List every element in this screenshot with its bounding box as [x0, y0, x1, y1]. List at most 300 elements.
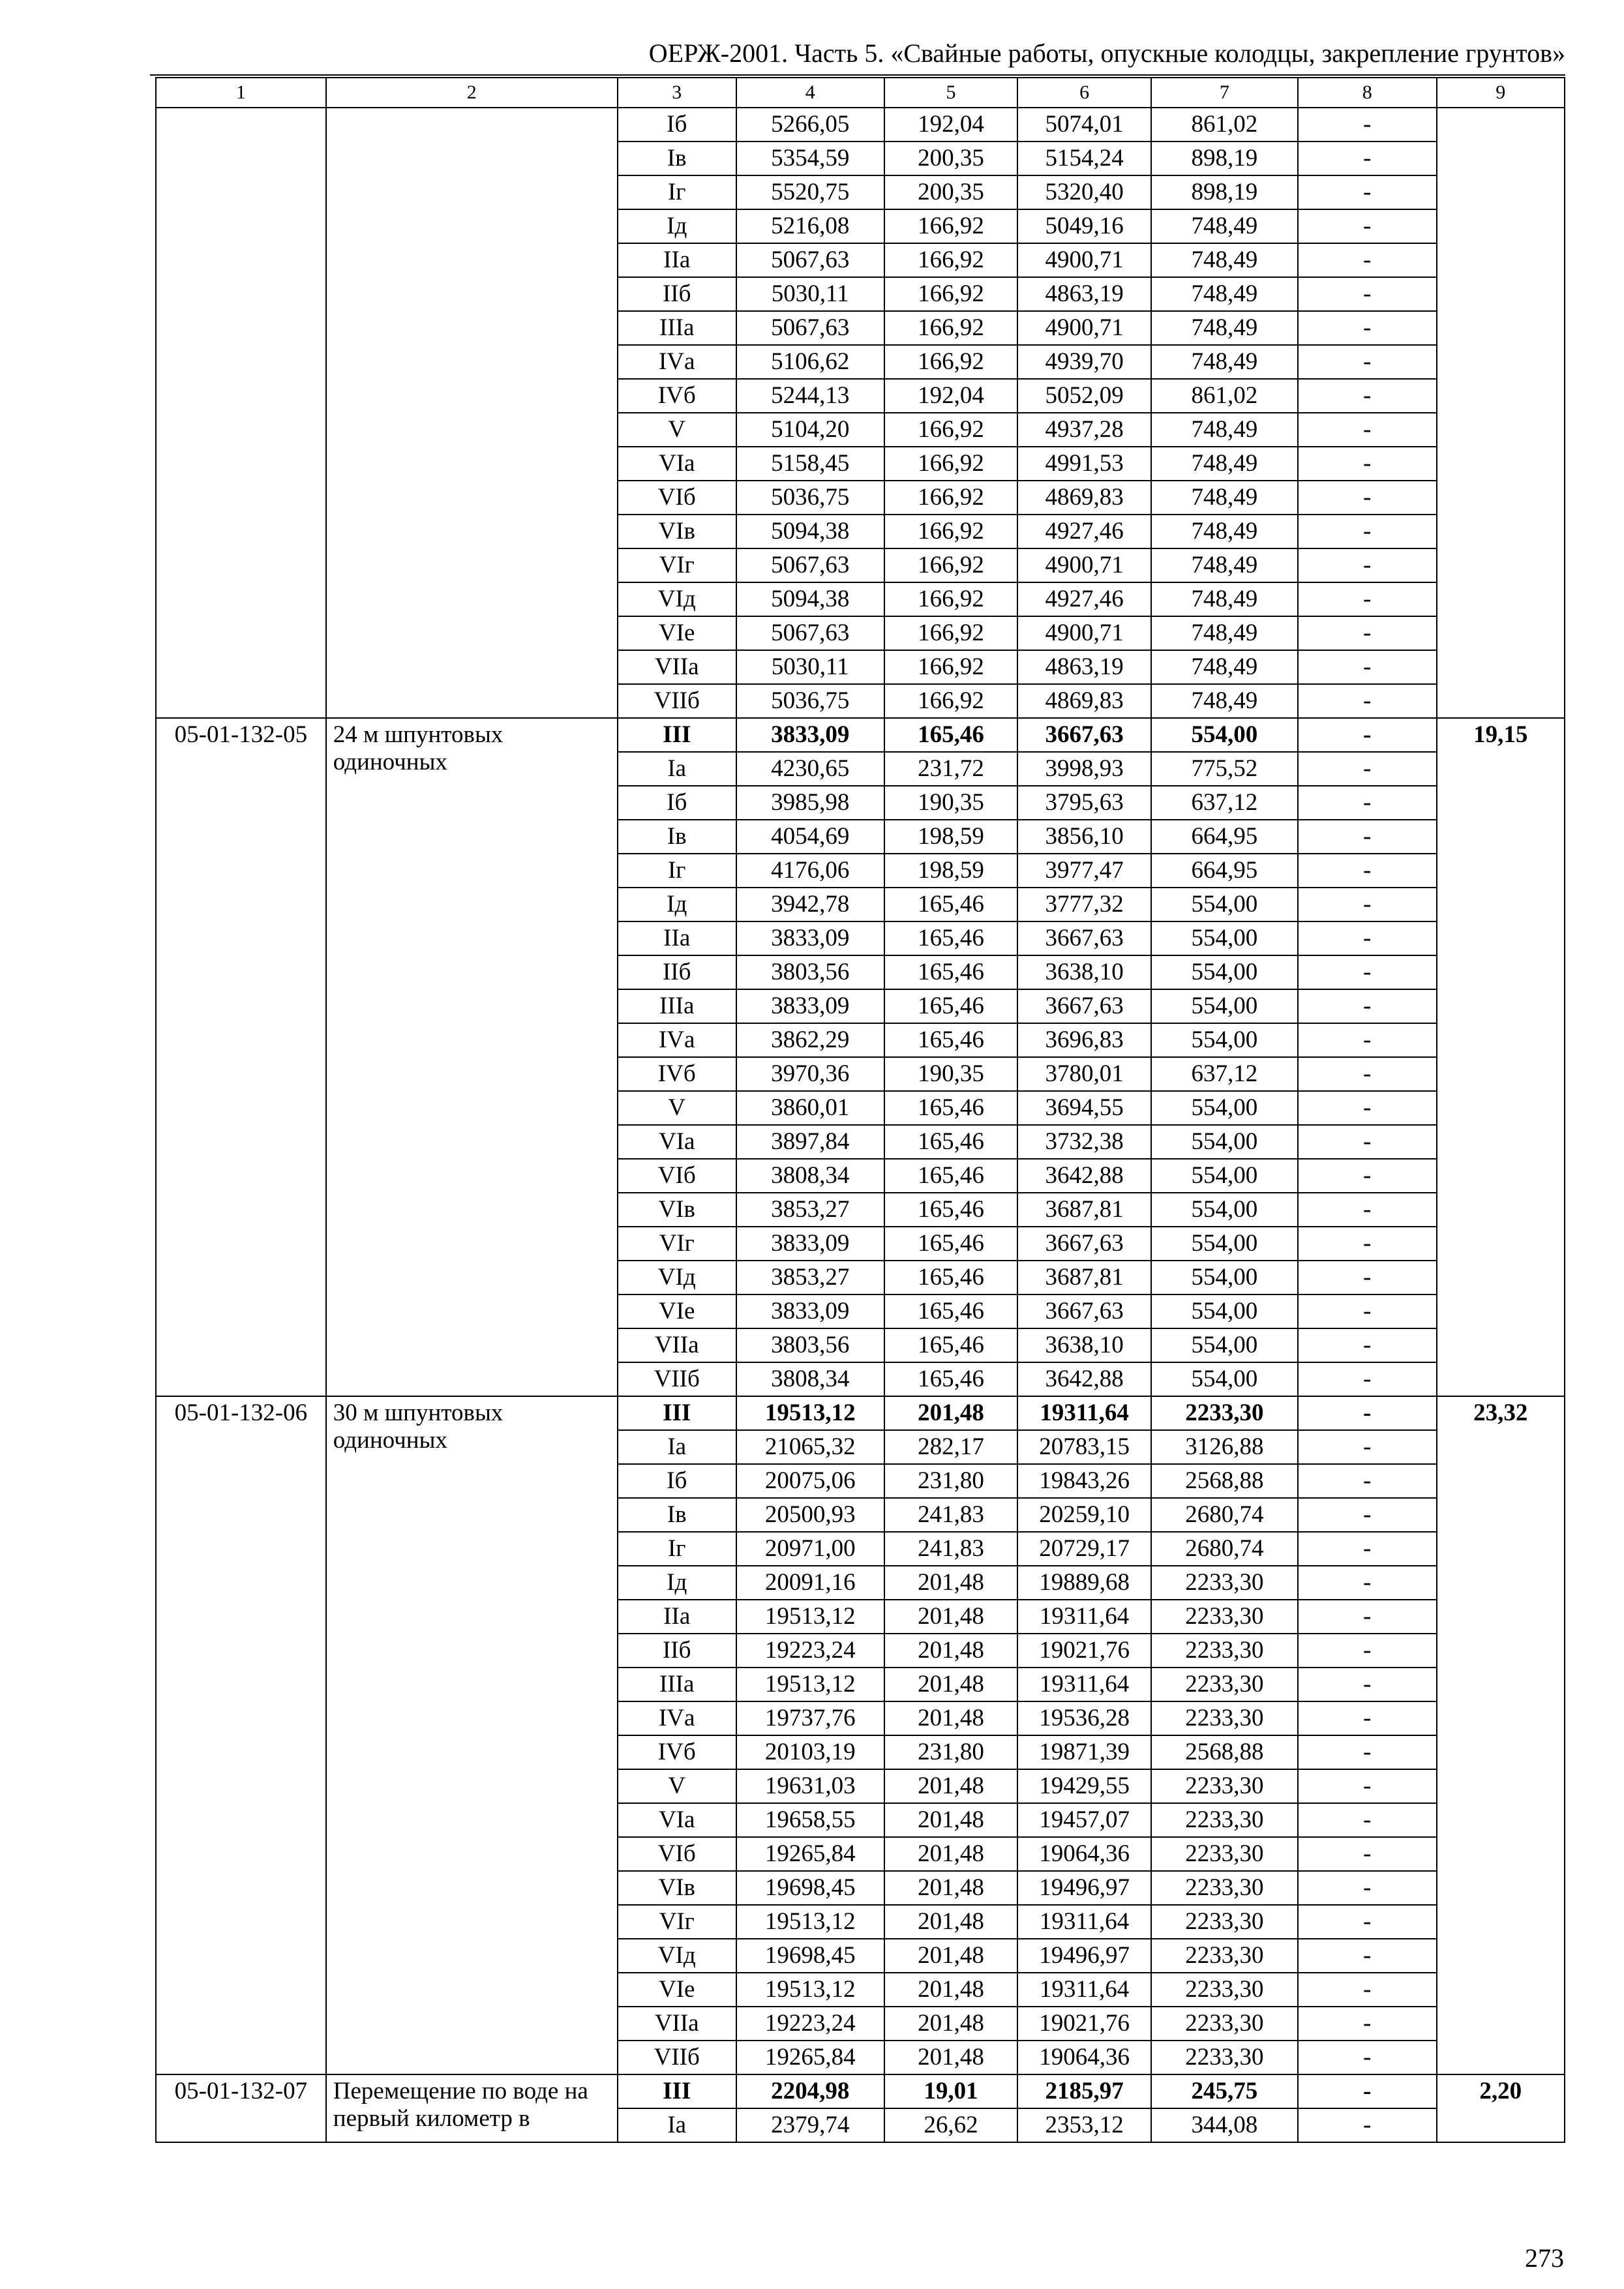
zone-code-cell: VIд [618, 1261, 736, 1294]
operator-wages-cell: 2233,30 [1151, 1973, 1298, 2007]
labor-wages-cell: 241,83 [884, 1532, 1018, 1566]
rates-table-body [156, 78, 1565, 2142]
materials-cell: - [1298, 515, 1437, 548]
direct-costs-cell: 5216,08 [736, 209, 884, 243]
machine-costs-cell: 4939,70 [1017, 345, 1151, 379]
table-row [156, 718, 1565, 752]
zone-code-cell: VIе [618, 616, 736, 650]
labor-wages-cell: 201,48 [884, 1905, 1018, 1939]
materials-cell: - [1298, 379, 1437, 413]
operator-wages-cell: 748,49 [1151, 447, 1298, 481]
labor-wages-cell: 165,46 [884, 1294, 1018, 1328]
zone-code-cell: IIа [618, 921, 736, 955]
materials-cell: - [1298, 345, 1437, 379]
operator-wages-cell: 2233,30 [1151, 1803, 1298, 1837]
materials-cell: - [1298, 752, 1437, 786]
machine-costs-cell: 3638,10 [1017, 955, 1151, 989]
operator-wages-cell: 554,00 [1151, 1328, 1298, 1362]
labor-wages-cell: 166,92 [884, 582, 1018, 616]
machine-costs-cell: 3777,32 [1017, 888, 1151, 921]
labor-wages-cell: 200,35 [884, 175, 1018, 209]
direct-costs-cell: 3833,09 [736, 1227, 884, 1261]
zone-code-cell: IVб [618, 379, 736, 413]
materials-cell: - [1298, 1023, 1437, 1057]
zone-code-cell: V [618, 1769, 736, 1803]
machine-costs-cell: 4937,28 [1017, 413, 1151, 447]
direct-costs-cell: 19223,24 [736, 1634, 884, 1668]
operator-wages-cell: 898,19 [1151, 175, 1298, 209]
materials-cell: - [1298, 243, 1437, 277]
zone-code-cell: VIIа [618, 2007, 736, 2041]
rate-code-cell: 05-01-132-07 [156, 2074, 326, 2142]
materials-cell: - [1298, 1973, 1437, 2007]
zone-code-cell: Iб [618, 1464, 736, 1498]
direct-costs-cell: 19513,12 [736, 1396, 884, 1430]
zone-code-cell: IVб [618, 1735, 736, 1769]
materials-cell: - [1298, 854, 1437, 888]
operator-wages-cell: 2233,30 [1151, 1396, 1298, 1430]
direct-costs-cell: 5244,13 [736, 379, 884, 413]
machine-costs-cell: 5320,40 [1017, 175, 1151, 209]
machine-costs-cell: 19311,64 [1017, 1668, 1151, 1701]
labor-wages-cell: 282,17 [884, 1430, 1018, 1464]
labor-wages-cell: 166,92 [884, 243, 1018, 277]
machine-costs-cell: 19496,97 [1017, 1871, 1151, 1905]
machine-costs-cell: 3780,01 [1017, 1057, 1151, 1091]
machine-costs-cell: 3667,63 [1017, 718, 1151, 752]
zone-code-cell: VIг [618, 1227, 736, 1261]
machine-costs-cell: 19311,64 [1017, 1973, 1151, 2007]
materials-cell: - [1298, 1668, 1437, 1701]
operator-wages-cell: 775,52 [1151, 752, 1298, 786]
machine-costs-cell: 3642,88 [1017, 1159, 1151, 1193]
operator-wages-cell: 898,19 [1151, 142, 1298, 175]
machine-costs-cell: 4927,46 [1017, 582, 1151, 616]
machine-costs-cell: 20729,17 [1017, 1532, 1151, 1566]
labor-wages-cell: 165,46 [884, 1159, 1018, 1193]
column-number: 3 [618, 78, 736, 108]
operator-wages-cell: 245,75 [1151, 2074, 1298, 2108]
zone-code-cell: IIIа [618, 311, 736, 345]
materials-cell: - [1298, 2041, 1437, 2074]
direct-costs-cell: 3853,27 [736, 1193, 884, 1227]
machine-costs-cell: 4900,71 [1017, 243, 1151, 277]
direct-costs-cell: 3833,09 [736, 921, 884, 955]
direct-costs-cell: 3833,09 [736, 989, 884, 1023]
zone-code-cell: VIIб [618, 684, 736, 718]
zone-code-cell: III [618, 2074, 736, 2108]
rate-description-line: 30 м шпунтовых [333, 1399, 504, 1426]
materials-cell: - [1298, 1362, 1437, 1396]
direct-costs-cell: 5030,11 [736, 277, 884, 311]
direct-costs-cell: 3985,98 [736, 786, 884, 820]
rates-table [155, 77, 1565, 2143]
zone-code-cell: Iа [618, 1430, 736, 1464]
direct-costs-cell: 4054,69 [736, 820, 884, 854]
labor-wages-cell: 165,46 [884, 1328, 1018, 1362]
direct-costs-cell: 20075,06 [736, 1464, 884, 1498]
labor-wages-cell: 165,46 [884, 1193, 1018, 1227]
materials-cell: - [1298, 2108, 1437, 2142]
direct-costs-cell: 5104,20 [736, 413, 884, 447]
materials-cell: - [1298, 1735, 1437, 1769]
rate-description-line: первый километр в [333, 2105, 530, 2132]
materials-cell: - [1298, 1227, 1437, 1261]
machine-costs-cell: 19021,76 [1017, 2007, 1151, 2041]
direct-costs-cell: 20103,19 [736, 1735, 884, 1769]
column-number: 6 [1017, 78, 1151, 108]
page-number: 273 [1525, 2243, 1564, 2273]
zone-code-cell: Iд [618, 1566, 736, 1600]
zone-code-cell: IVа [618, 1023, 736, 1057]
labor-wages-cell: 201,48 [884, 1668, 1018, 1701]
zone-code-cell: V [618, 413, 736, 447]
materials-cell: - [1298, 1125, 1437, 1159]
operator-wages-cell: 2233,30 [1151, 1634, 1298, 1668]
direct-costs-cell: 3860,01 [736, 1091, 884, 1125]
labor-wages-cell: 201,48 [884, 1871, 1018, 1905]
operator-wages-cell: 2233,30 [1151, 1939, 1298, 1973]
zone-code-cell: IIа [618, 1600, 736, 1634]
operator-wages-cell: 344,08 [1151, 2108, 1298, 2142]
machine-costs-cell: 3638,10 [1017, 1328, 1151, 1362]
materials-cell: - [1298, 1701, 1437, 1735]
rates-table-wrapper [155, 77, 1565, 2143]
materials-cell: - [1298, 1871, 1437, 1905]
column-number: 9 [1437, 78, 1565, 108]
labor-wages-cell: 166,92 [884, 684, 1018, 718]
operator-wages-cell: 748,49 [1151, 277, 1298, 311]
operator-wages-cell: 2233,30 [1151, 2007, 1298, 2041]
labor-hours-cell: 23,32 [1437, 1396, 1565, 2074]
zone-code-cell: Iв [618, 142, 736, 175]
labor-wages-cell: 198,59 [884, 820, 1018, 854]
labor-wages-cell: 166,92 [884, 413, 1018, 447]
machine-costs-cell: 4900,71 [1017, 311, 1151, 345]
rate-description-line: одиночных [333, 749, 447, 775]
machine-costs-cell: 19429,55 [1017, 1769, 1151, 1803]
machine-costs-cell: 3642,88 [1017, 1362, 1151, 1396]
machine-costs-cell: 19064,36 [1017, 1837, 1151, 1871]
machine-costs-cell: 2185,97 [1017, 2074, 1151, 2108]
zone-code-cell: VIа [618, 447, 736, 481]
labor-wages-cell: 165,46 [884, 1261, 1018, 1294]
machine-costs-cell: 19311,64 [1017, 1600, 1151, 1634]
machine-costs-cell: 3667,63 [1017, 921, 1151, 955]
operator-wages-cell: 554,00 [1151, 1261, 1298, 1294]
materials-cell: - [1298, 277, 1437, 311]
page-header: ОЕРЖ-2001. Часть 5. «Свайные работы, опускные колодцы, закрепление грунтов» [648, 38, 1565, 68]
zone-code-cell: VIв [618, 1193, 736, 1227]
zone-code-cell: IIа [618, 243, 736, 277]
rate-description-line: 24 м шпунтовых [333, 721, 504, 748]
direct-costs-cell: 5106,62 [736, 345, 884, 379]
materials-cell: - [1298, 1193, 1437, 1227]
table-row [156, 2074, 1565, 2108]
rate-code-cell: 05-01-132-06 [156, 1396, 326, 2074]
labor-wages-cell: 201,48 [884, 2041, 1018, 2074]
direct-costs-cell: 3833,09 [736, 718, 884, 752]
direct-costs-cell: 19513,12 [736, 1905, 884, 1939]
direct-costs-cell: 5266,05 [736, 108, 884, 142]
materials-cell: - [1298, 1464, 1437, 1498]
operator-wages-cell: 554,00 [1151, 718, 1298, 752]
labor-wages-cell: 26,62 [884, 2108, 1018, 2142]
labor-wages-cell: 231,80 [884, 1464, 1018, 1498]
machine-costs-cell: 20259,10 [1017, 1498, 1151, 1532]
rate-description-line: одиночных [333, 1427, 447, 1454]
zone-code-cell: Iв [618, 820, 736, 854]
materials-cell: - [1298, 989, 1437, 1023]
operator-wages-cell: 2233,30 [1151, 2041, 1298, 2074]
zone-code-cell: IVа [618, 345, 736, 379]
operator-wages-cell: 748,49 [1151, 481, 1298, 515]
operator-wages-cell: 554,00 [1151, 1294, 1298, 1328]
machine-costs-cell: 4900,71 [1017, 548, 1151, 582]
zone-code-cell: IIIа [618, 1668, 736, 1701]
operator-wages-cell: 748,49 [1151, 209, 1298, 243]
zone-code-cell: Iд [618, 209, 736, 243]
operator-wages-cell: 2233,30 [1151, 1600, 1298, 1634]
operator-wages-cell: 2680,74 [1151, 1532, 1298, 1566]
materials-cell: - [1298, 718, 1437, 752]
direct-costs-cell: 19513,12 [736, 1973, 884, 2007]
machine-costs-cell: 4863,19 [1017, 650, 1151, 684]
labor-wages-cell: 201,48 [884, 1837, 1018, 1871]
machine-costs-cell: 3856,10 [1017, 820, 1151, 854]
labor-wages-cell: 201,48 [884, 1973, 1018, 2007]
direct-costs-cell: 3803,56 [736, 955, 884, 989]
direct-costs-cell: 3803,56 [736, 1328, 884, 1362]
direct-costs-cell: 19737,76 [736, 1701, 884, 1735]
materials-cell: - [1298, 209, 1437, 243]
zone-code-cell: VIIа [618, 1328, 736, 1362]
labor-wages-cell: 192,04 [884, 379, 1018, 413]
machine-costs-cell: 5154,24 [1017, 142, 1151, 175]
materials-cell: - [1298, 1396, 1437, 1430]
direct-costs-cell: 5094,38 [736, 515, 884, 548]
operator-wages-cell: 664,95 [1151, 820, 1298, 854]
direct-costs-cell: 5067,63 [736, 311, 884, 345]
materials-cell: - [1298, 888, 1437, 921]
zone-code-cell: VIд [618, 582, 736, 616]
machine-costs-cell: 19064,36 [1017, 2041, 1151, 2074]
materials-cell: - [1298, 1294, 1437, 1328]
direct-costs-cell: 3970,36 [736, 1057, 884, 1091]
direct-costs-cell: 4176,06 [736, 854, 884, 888]
machine-costs-cell: 19843,26 [1017, 1464, 1151, 1498]
labor-wages-cell: 192,04 [884, 108, 1018, 142]
labor-wages-cell: 166,92 [884, 548, 1018, 582]
rate-description-cell [326, 2074, 618, 2142]
column-number: 7 [1151, 78, 1298, 108]
operator-wages-cell: 748,49 [1151, 243, 1298, 277]
machine-costs-cell: 19889,68 [1017, 1566, 1151, 1600]
labor-wages-cell: 201,48 [884, 1803, 1018, 1837]
machine-costs-cell: 3998,93 [1017, 752, 1151, 786]
operator-wages-cell: 748,49 [1151, 684, 1298, 718]
machine-costs-cell: 4991,53 [1017, 447, 1151, 481]
labor-wages-cell: 165,46 [884, 888, 1018, 921]
labor-wages-cell: 201,48 [884, 1769, 1018, 1803]
materials-cell: - [1298, 1769, 1437, 1803]
operator-wages-cell: 554,00 [1151, 1125, 1298, 1159]
labor-wages-cell: 166,92 [884, 650, 1018, 684]
machine-costs-cell: 19457,07 [1017, 1803, 1151, 1837]
materials-cell: - [1298, 1837, 1437, 1871]
operator-wages-cell: 554,00 [1151, 888, 1298, 921]
zone-code-cell: VIд [618, 1939, 736, 1973]
operator-wages-cell: 2680,74 [1151, 1498, 1298, 1532]
labor-hours-cell: 19,15 [1437, 718, 1565, 1396]
materials-cell: - [1298, 1430, 1437, 1464]
zone-code-cell: VIв [618, 1871, 736, 1905]
labor-wages-cell: 165,46 [884, 1362, 1018, 1396]
materials-cell: - [1298, 108, 1437, 142]
materials-cell: - [1298, 413, 1437, 447]
column-number: 1 [156, 78, 326, 108]
column-number: 8 [1298, 78, 1437, 108]
direct-costs-cell: 2379,74 [736, 2108, 884, 2142]
machine-costs-cell: 3732,38 [1017, 1125, 1151, 1159]
materials-cell: - [1298, 1091, 1437, 1125]
labor-hours-cell [1437, 108, 1565, 718]
machine-costs-cell: 3667,63 [1017, 1227, 1151, 1261]
direct-costs-cell: 19223,24 [736, 2007, 884, 2041]
operator-wages-cell: 748,49 [1151, 413, 1298, 447]
materials-cell: - [1298, 1905, 1437, 1939]
labor-wages-cell: 166,92 [884, 515, 1018, 548]
operator-wages-cell: 2233,30 [1151, 1566, 1298, 1600]
zone-code-cell: IIIа [618, 989, 736, 1023]
direct-costs-cell: 20971,00 [736, 1532, 884, 1566]
direct-costs-cell: 3808,34 [736, 1159, 884, 1193]
column-number: 4 [736, 78, 884, 108]
labor-wages-cell: 201,48 [884, 1939, 1018, 1973]
machine-costs-cell: 3696,83 [1017, 1023, 1151, 1057]
operator-wages-cell: 748,49 [1151, 311, 1298, 345]
zone-code-cell: VIб [618, 481, 736, 515]
zone-code-cell: IVа [618, 1701, 736, 1735]
labor-wages-cell: 165,46 [884, 989, 1018, 1023]
operator-wages-cell: 664,95 [1151, 854, 1298, 888]
machine-costs-cell: 3667,63 [1017, 989, 1151, 1023]
operator-wages-cell: 554,00 [1151, 921, 1298, 955]
direct-costs-cell: 5067,63 [736, 243, 884, 277]
materials-cell: - [1298, 481, 1437, 515]
labor-wages-cell: 190,35 [884, 1057, 1018, 1091]
zone-code-cell: Iб [618, 108, 736, 142]
machine-costs-cell: 3667,63 [1017, 1294, 1151, 1328]
machine-costs-cell: 3977,47 [1017, 854, 1151, 888]
zone-code-cell: VIб [618, 1837, 736, 1871]
materials-cell: - [1298, 1159, 1437, 1193]
materials-cell: - [1298, 820, 1437, 854]
direct-costs-cell: 2204,98 [736, 2074, 884, 2108]
labor-wages-cell: 165,46 [884, 921, 1018, 955]
direct-costs-cell: 5036,75 [736, 684, 884, 718]
machine-costs-cell: 5049,16 [1017, 209, 1151, 243]
machine-costs-cell: 3687,81 [1017, 1193, 1151, 1227]
direct-costs-cell: 20500,93 [736, 1498, 884, 1532]
labor-wages-cell: 165,46 [884, 718, 1018, 752]
machine-costs-cell: 19311,64 [1017, 1905, 1151, 1939]
materials-cell: - [1298, 548, 1437, 582]
materials-cell: - [1298, 684, 1437, 718]
machine-costs-cell: 19311,64 [1017, 1396, 1151, 1430]
materials-cell: - [1298, 955, 1437, 989]
operator-wages-cell: 748,49 [1151, 650, 1298, 684]
operator-wages-cell: 2233,30 [1151, 1905, 1298, 1939]
labor-wages-cell: 200,35 [884, 142, 1018, 175]
labor-wages-cell: 165,46 [884, 1227, 1018, 1261]
materials-cell: - [1298, 1939, 1437, 1973]
labor-wages-cell: 201,48 [884, 1600, 1018, 1634]
zone-code-cell: Iд [618, 888, 736, 921]
machine-costs-cell: 19021,76 [1017, 1634, 1151, 1668]
zone-code-cell: IIб [618, 955, 736, 989]
operator-wages-cell: 2233,30 [1151, 1871, 1298, 1905]
direct-costs-cell: 3808,34 [736, 1362, 884, 1396]
direct-costs-cell: 19631,03 [736, 1769, 884, 1803]
labor-wages-cell: 231,72 [884, 752, 1018, 786]
zone-code-cell: Iг [618, 175, 736, 209]
direct-costs-cell: 5094,38 [736, 582, 884, 616]
operator-wages-cell: 554,00 [1151, 1227, 1298, 1261]
operator-wages-cell: 861,02 [1151, 379, 1298, 413]
rate-description-cell [326, 718, 618, 1396]
labor-hours-cell: 2,20 [1437, 2074, 1565, 2142]
table-row [156, 108, 1565, 142]
operator-wages-cell: 861,02 [1151, 108, 1298, 142]
zone-code-cell: VIг [618, 1905, 736, 1939]
operator-wages-cell: 554,00 [1151, 1193, 1298, 1227]
direct-costs-cell: 3897,84 [736, 1125, 884, 1159]
operator-wages-cell: 554,00 [1151, 989, 1298, 1023]
table-row [156, 1396, 1565, 1430]
direct-costs-cell: 19698,45 [736, 1939, 884, 1973]
labor-wages-cell: 165,46 [884, 1023, 1018, 1057]
materials-cell: - [1298, 2007, 1437, 2041]
machine-costs-cell: 2353,12 [1017, 2108, 1151, 2142]
zone-code-cell: VIIб [618, 2041, 736, 2074]
direct-costs-cell: 5036,75 [736, 481, 884, 515]
labor-wages-cell: 201,48 [884, 2007, 1018, 2041]
direct-costs-cell: 3942,78 [736, 888, 884, 921]
operator-wages-cell: 3126,88 [1151, 1430, 1298, 1464]
materials-cell: - [1298, 311, 1437, 345]
labor-wages-cell: 165,46 [884, 1091, 1018, 1125]
materials-cell: - [1298, 616, 1437, 650]
labor-wages-cell: 166,92 [884, 616, 1018, 650]
labor-wages-cell: 241,83 [884, 1498, 1018, 1532]
zone-code-cell: IIб [618, 277, 736, 311]
materials-cell: - [1298, 1532, 1437, 1566]
direct-costs-cell: 5067,63 [736, 548, 884, 582]
operator-wages-cell: 748,49 [1151, 515, 1298, 548]
direct-costs-cell: 3833,09 [736, 1294, 884, 1328]
materials-cell: - [1298, 1328, 1437, 1362]
zone-code-cell: Iб [618, 786, 736, 820]
machine-costs-cell: 4863,19 [1017, 277, 1151, 311]
direct-costs-cell: 19513,12 [736, 1668, 884, 1701]
zone-code-cell: III [618, 718, 736, 752]
direct-costs-cell: 5520,75 [736, 175, 884, 209]
zone-code-cell: IIб [618, 1634, 736, 1668]
zone-code-cell: VIе [618, 1973, 736, 2007]
zone-code-cell: III [618, 1396, 736, 1430]
materials-cell: - [1298, 582, 1437, 616]
